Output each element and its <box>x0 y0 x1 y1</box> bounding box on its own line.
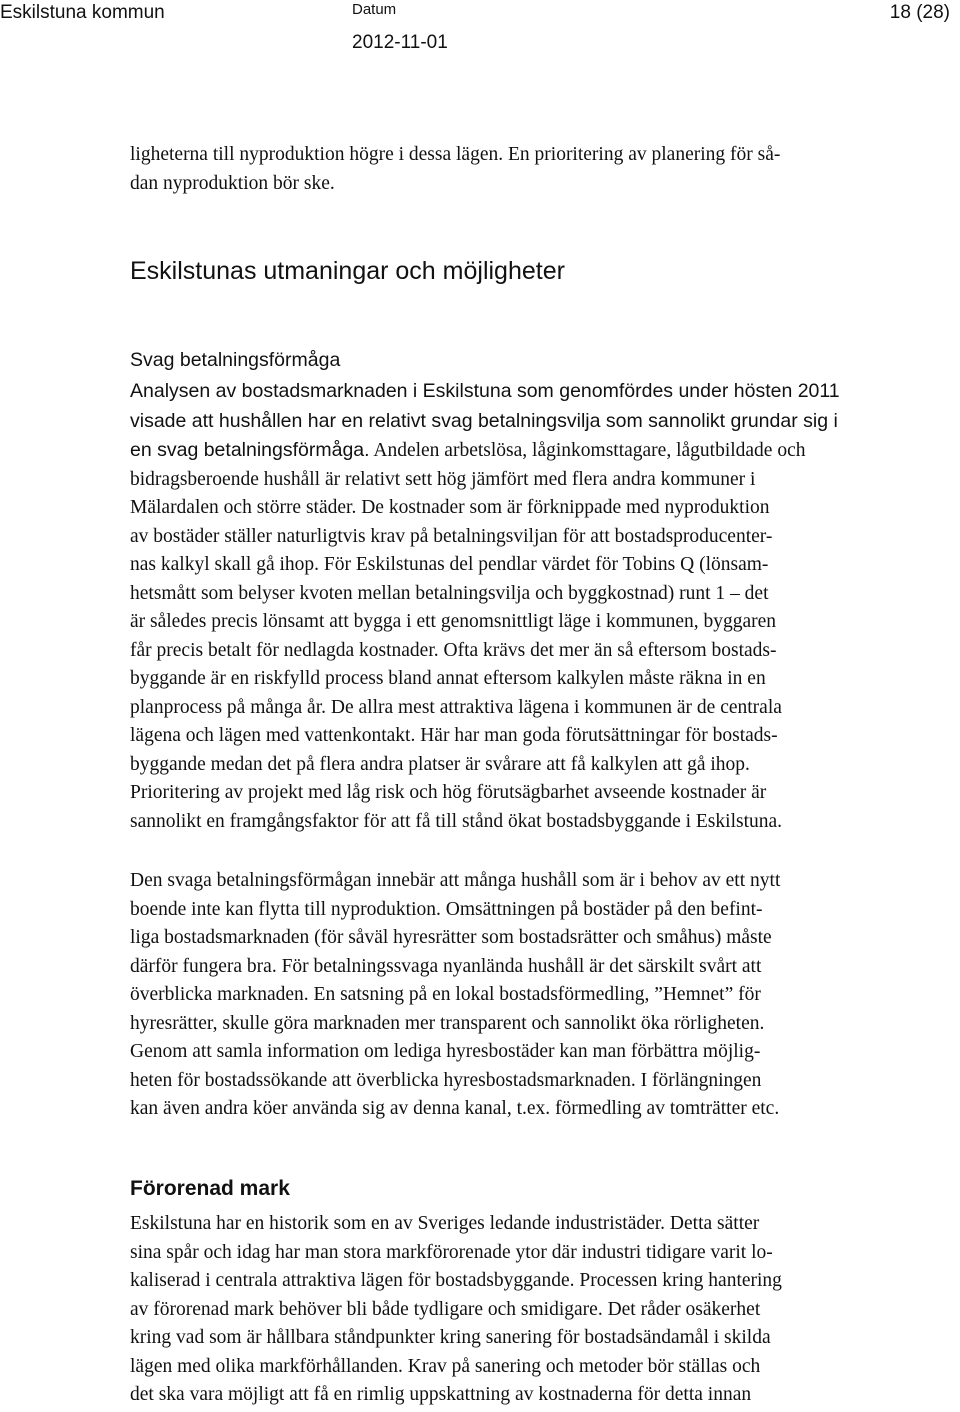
subsection-title-contaminated-land: Förorenad mark <box>130 1177 290 1200</box>
page-number: 18 (28) <box>889 2 950 23</box>
organization-name: Eskilstuna kommun <box>0 2 165 23</box>
subsection-title-weak-payment: Svag betalningsförmåga <box>130 349 341 371</box>
date-value: 2012-11-01 <box>352 32 448 53</box>
date-label: Datum <box>352 1 397 18</box>
intro-block <box>130 141 780 198</box>
payment-mobility-paragraph: Den svaga betalningsförmågan innebär att många hushåll som är i behov av ett nytt boende inte kan flytta till nyproduktion. Omsättningen på bostäder på den befint- liga bostadsmarknaden (för såväl hyresrätter som bostadsrätter och småhus) måste därför fungera bra. För betalningssvaga nyanlända hushåll är det särskilt svårt att överblicka marknaden. En satsning på en lokal bostadsförmedling, ”Hemnet” för hyresrätter, skulle göra marknaden mer transparent och sannolikt öka rörligheten. Genom att samla information om lediga hyresbostäder kan man förbättra möjlig- heten för bostadssökande att överblicka hyresbostadsmarknaden. I förlängningen kan även andra köer använda sig av denna kanal, t.ex. förmedling av tomträtter etc. <box>130 870 781 1119</box>
payment-mobility-block <box>130 867 780 1124</box>
intro-paragraph: ligheterna till nyproduktion högre i dessa lägen. En prioritering av planering för så- dan nyproduktion bör ske. <box>130 144 781 194</box>
section-title-block <box>130 256 565 286</box>
page-header <box>0 0 960 60</box>
weak-payment-body-text: Andelen arbetslösa, låginkomsttagare, lågutbildade och bidragsberoende hushåll är relativt sett hög jämfört med flera andra kommuner i Mälardalen och större städer. De kostnader som är förknippade med nyproduktion av bostäder ställer naturligtvis krav på betalningsviljan för att bostadsproducenter- nas kalkyl skall gå ihop. För Eskilstunas del pendlar värdet för Tobins Q (lönsam- hetsmått som belyser kvoten mellan betalningsvilja och byggkostnad) runt 1 – det är således precis lönsamt att bygga i ett genomsnittligt läge i kommunen, byggaren får precis betalt för nedlagda kostnader. Ofta krävs det mer än så eftersom bostads- byggande är en riskfylld process bland annat eftersom kalkylen måste räkna in en planprocess på många år. De allra mest attraktiva lägena i kommunen är de centrala lägena och lägen med vattenkontakt. Här har man goda förutsättningar för bostads- byggande medan det på flera andra platser är svårare att få kalkylen att gå ihop. Prioritering av projekt med låg risk och hög förutsägbarhet avseende kostnader är sannolikt en framgångsfaktor för att få till stånd ökat bostadsbyggande i Eskilstuna. <box>130 440 806 832</box>
weak-payment-intro-text: Analysen av bostadsmarknaden i Eskilstuna som genomfördes under hösten 2011 visade att hushållen har en relativt svag betalningsvilja som sannolikt grundar sig i en svag betalningsförmåga. <box>130 380 840 461</box>
contaminated-land-paragraph: Eskilstuna har en historik som en av Sveriges ledande industristäder. Detta sätter sina spår och idag har man stora markförorenade ytor där industri tidigare varit lo- kaliserad i centrala attraktiva lägen för bostadsbyggande. Processen kring hantering av förorenad mark behöver bli både tydligare och smidigare. Det råder osäkerhet kring vad som är hållbara ståndpunkter kring sanering för bostadsändamål i skilda lägen med olika markförhållanden. Krav på sanering och metoder bör ställas och det ska vara möjligt att få en rimlig uppskattning av kostnaderna för detta innan <box>130 1213 782 1405</box>
subsection-contaminated-land <box>130 1176 782 1410</box>
section-title: Eskilstunas utmaningar och möjligheter <box>130 257 565 285</box>
subsection-weak-payment <box>130 348 840 836</box>
weak-payment-paragraph <box>130 377 840 836</box>
